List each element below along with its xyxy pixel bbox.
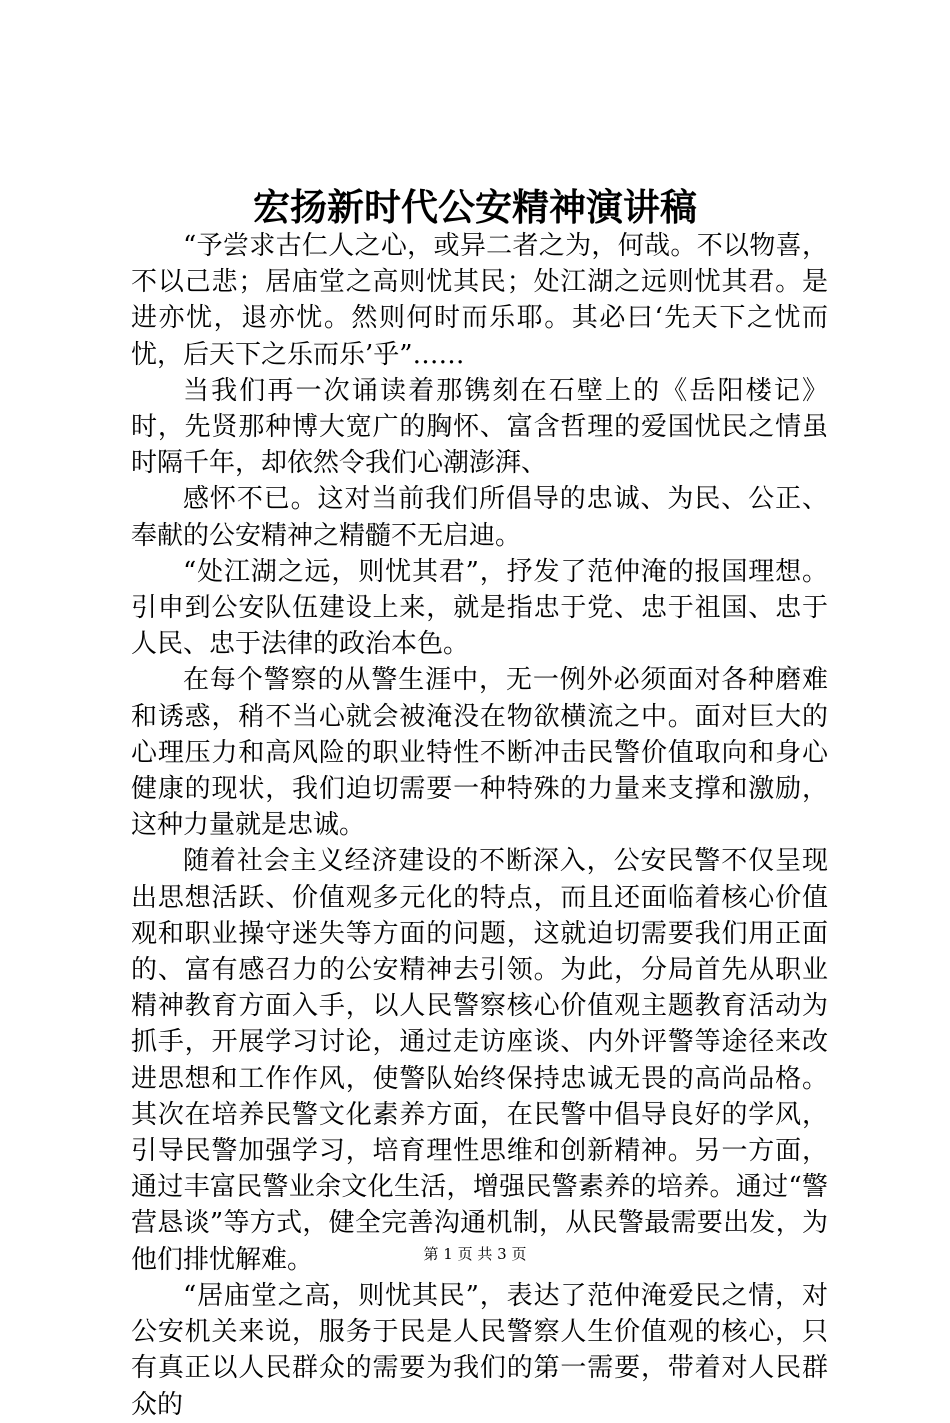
paragraph-4: “处江湖之远，则忧其君”，抒发了范仲淹的报国理想。引申到公安队伍建设上来，就是指忠于党、忠于祖国、忠于人民、忠于法律的政治本色。 <box>131 556 828 660</box>
paragraph-1: “予尝求古仁人之心，或异二者之为，何哉。不以物喜，不以己悲；居庙堂之高则忧其民；处江湖之远则忧其君。是进亦忧，退亦忧。然则何时而乐耶。其必曰‘先天下之忧而忧，后天下之乐而乐’乎”…… <box>131 231 828 370</box>
paragraph-7: “居庙堂之高，则忧其民”，表达了范仲淹爱民之情，对公安机关来说，服务于民是人民警察人生价值观的核心，只有真正以人民群众的需要为我们的第一需要，带着对人民群众的 <box>131 1280 828 1420</box>
document-title: 宏扬新时代公安精神演讲稿 <box>253 185 697 229</box>
paragraph-5: 在每个警察的从警生涯中，无一例外必须面对各种磨难和诱惑，稍不当心就会被淹没在物欲横流之中。面对巨大的心理压力和高风险的职业特性不断冲击民警价值取向和身心健康的现状，我们迫切需要一种特殊的力量来支撑和激励，这种力量就是忠诚。 <box>131 665 828 841</box>
paragraph-3: 感怀不已。这对当前我们所倡导的忠诚、为民、公正、奉献的公安精神之精髓不无启迪。 <box>131 484 828 551</box>
paragraph-6: 随着社会主义经济建设的不断深入，公安民警不仅呈现出思想活跃、价值观多元化的特点，而且还面临着核心价值观和职业操守迷失等方面的问题，这就迫切需要我们用正面的、富有感召力的公安精神去引领。为此，分局首先从职业精神教育方面入手，以人民警察核心价值观主题教育活动为抓手，开展学习讨论，通过走访座谈、内外评警等途径来改进思想和工作作风，使警队始终保持忠诚无畏的高尚品格。其次在培养民警文化素养方面，在民警中倡导良好的学风，引导民警加强学习，培育理性思维和创新精神。另一方面，通过丰富民警业余文化生活，增强民警素养的培养。通过“警营恳谈”等方式，健全完善沟通机制，从民警最需要出发，为他们排忧解难。 <box>131 846 828 1275</box>
page-number-footer: 第 1 页 共 3 页 <box>423 1245 527 1263</box>
paragraph-2: 当我们再一次诵读着那镌刻在石壁上的《岳阳楼记》时，先贤那种博大宽广的胸怀、富含哲理的爱国忧民之情虽时隔千年，却依然令我们心潮澎湃、 <box>131 375 828 479</box>
